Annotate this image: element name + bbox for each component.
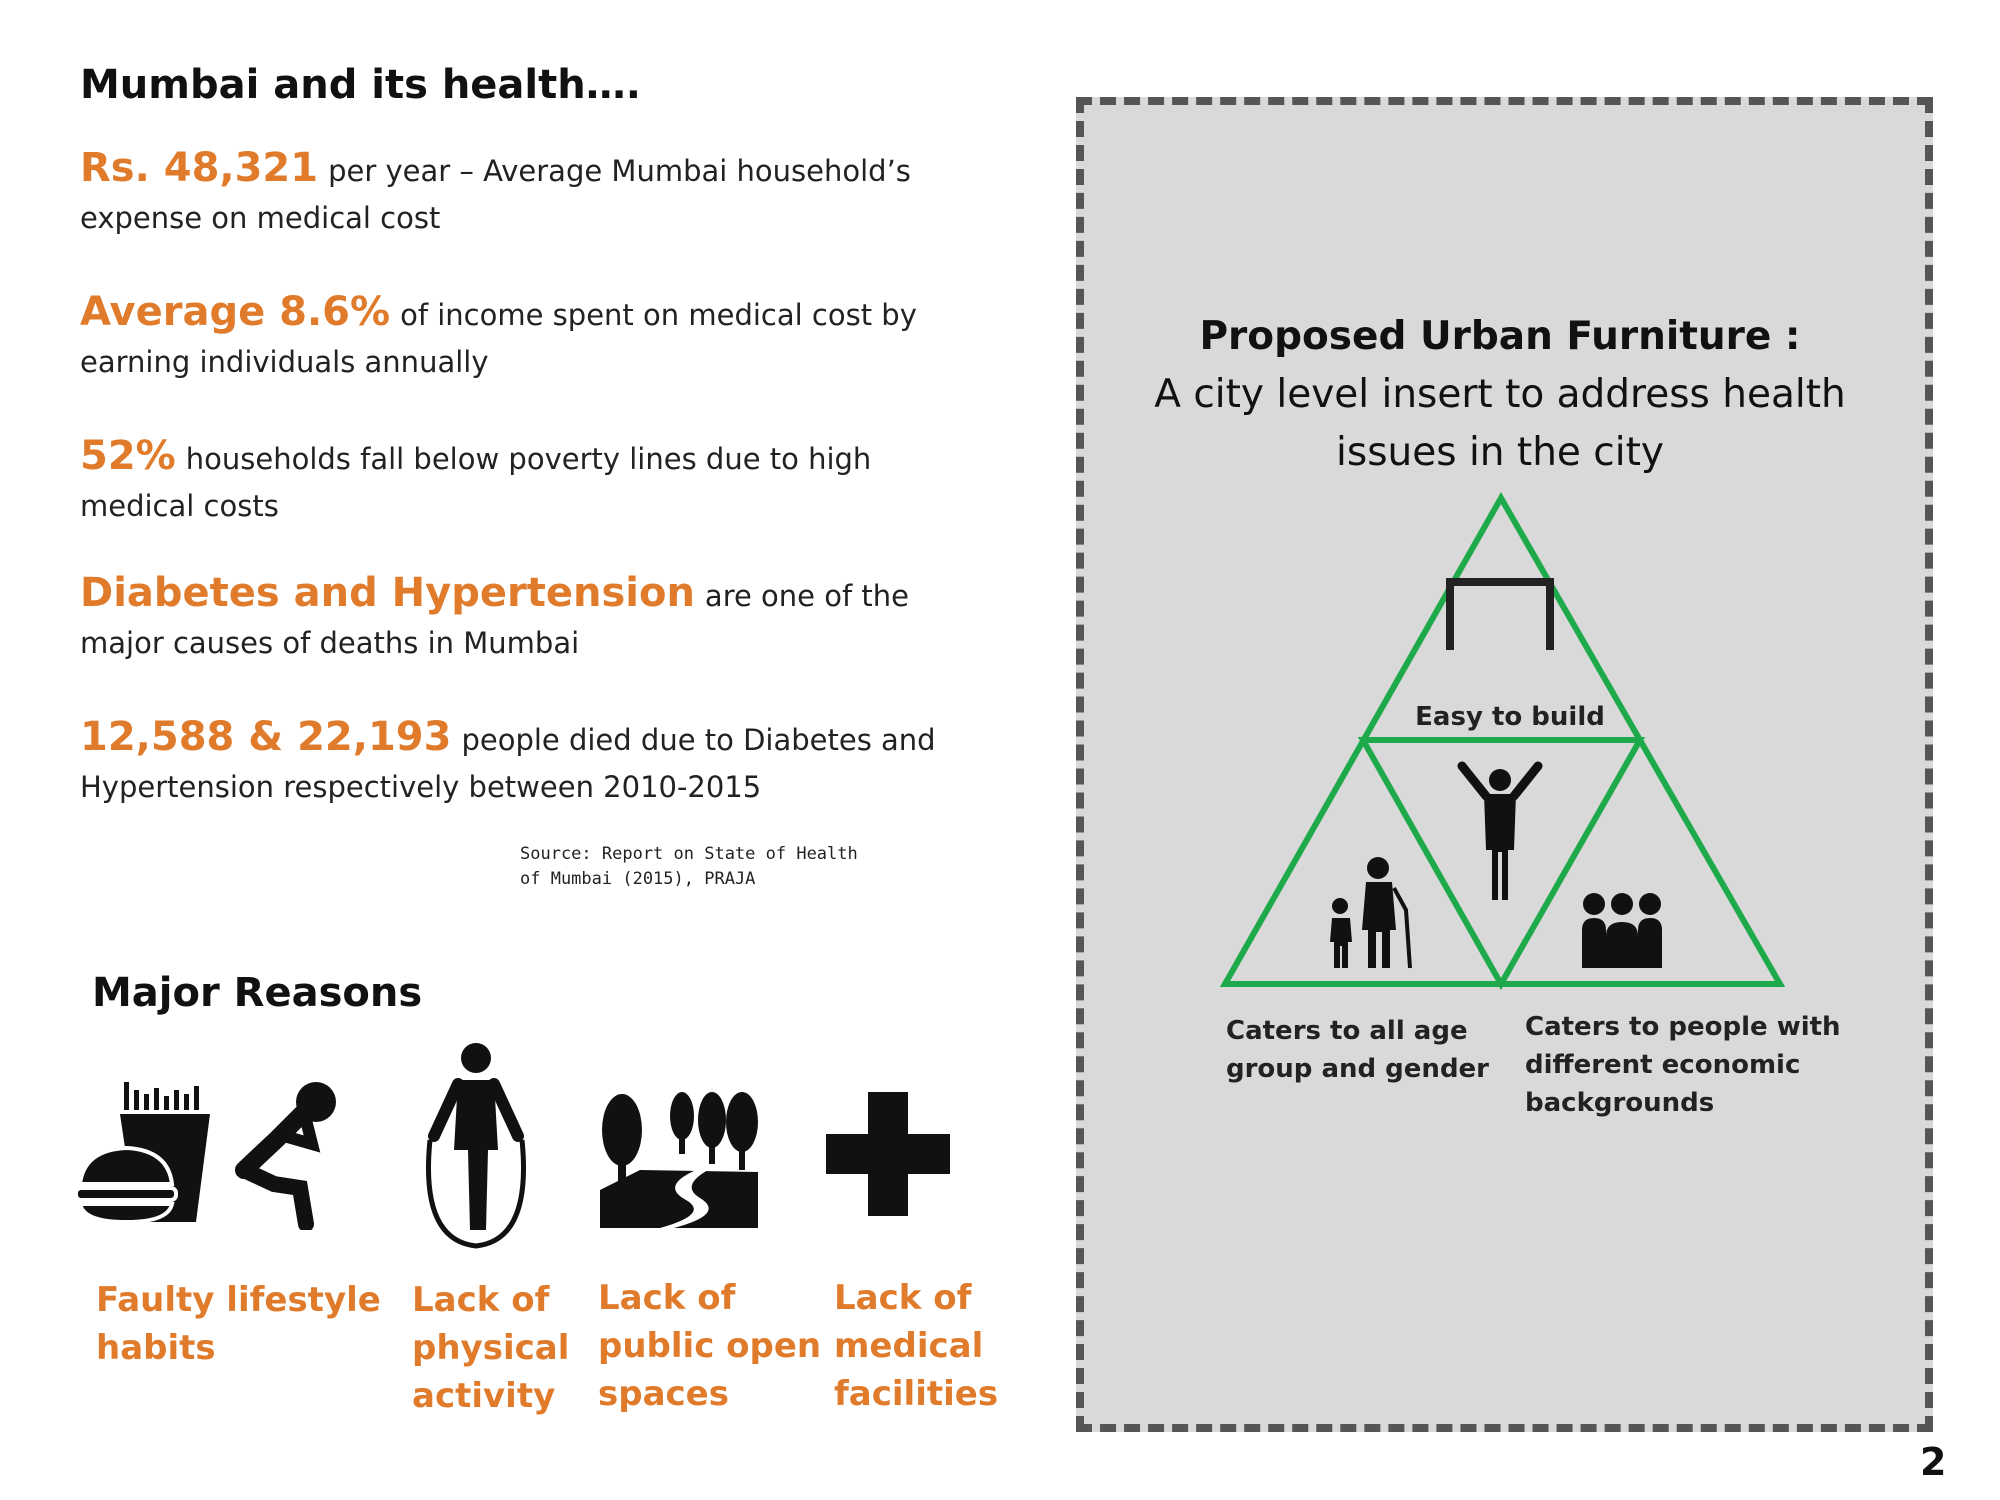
stat-text: households fall below poverty lines due to high medical costs — [80, 442, 872, 523]
stat-poverty — [80, 433, 940, 530]
stat-income-share — [80, 289, 940, 386]
bench-frame-icon — [1450, 582, 1550, 650]
jump-rope-icon — [412, 1040, 540, 1252]
reason-label-medical-facilities: Lack of medical facilities — [834, 1278, 999, 1414]
stressed-person-icon — [222, 1080, 342, 1230]
stat-text: are one of the major causes of deaths in Mumbai — [80, 579, 909, 660]
elder-child-icon — [1330, 857, 1410, 968]
group-people-icon — [1582, 893, 1662, 968]
medical-cross-icon — [826, 1092, 950, 1216]
stat-highlight: Diabetes and Hypertension — [80, 570, 695, 616]
urban-furniture-triangle — [1200, 490, 1800, 1000]
page-number: 2 — [1920, 1440, 1947, 1484]
page-title: Mumbai and its health…. — [80, 62, 641, 108]
stat-highlight: Average 8.6% — [80, 289, 391, 335]
panel-title-bold: Proposed Urban Furniture : — [1199, 314, 1801, 359]
stat-causes — [80, 570, 940, 667]
stat-deaths — [80, 714, 940, 811]
panel-title — [1110, 308, 1890, 482]
stat-text: per year – Average Mumbai household’s expense on medical cost — [80, 154, 911, 235]
caption-easy-to-build: Easy to build — [1415, 702, 1605, 732]
stat-text: people died due to Diabetes and Hypertension respectively between 2010-2015 — [80, 723, 936, 804]
stat-highlight: Rs. 48,321 — [80, 145, 319, 191]
park-trees-icon — [600, 1090, 760, 1230]
source-citation: Source: Report on State of Health of Mumbai (2015), PRAJA — [520, 844, 858, 889]
reasons-title: Major Reasons — [92, 970, 423, 1016]
caption-all-ages: Caters to all age group and gender — [1226, 1016, 1490, 1084]
fast-food-icon — [76, 1080, 216, 1225]
reason-label-open-spaces: Lack of public open spaces — [598, 1278, 822, 1414]
stat-household-expense — [80, 145, 940, 242]
reason-label-physical-activity: Lack of physical activity — [412, 1280, 570, 1416]
caption-economic: Caters to people with different economic backgrounds — [1525, 1012, 1841, 1118]
stat-highlight: 12,588 & 22,193 — [80, 714, 452, 760]
stat-text: of income spent on medical cost by earning individuals annually — [80, 298, 917, 379]
stat-highlight: 52% — [80, 433, 176, 479]
cheering-person-icon — [1462, 766, 1538, 900]
panel-subtitle: A city level insert to address health issues in the city — [1154, 372, 1846, 475]
reason-label-lifestyle: Faulty lifestyle habits — [96, 1280, 381, 1368]
